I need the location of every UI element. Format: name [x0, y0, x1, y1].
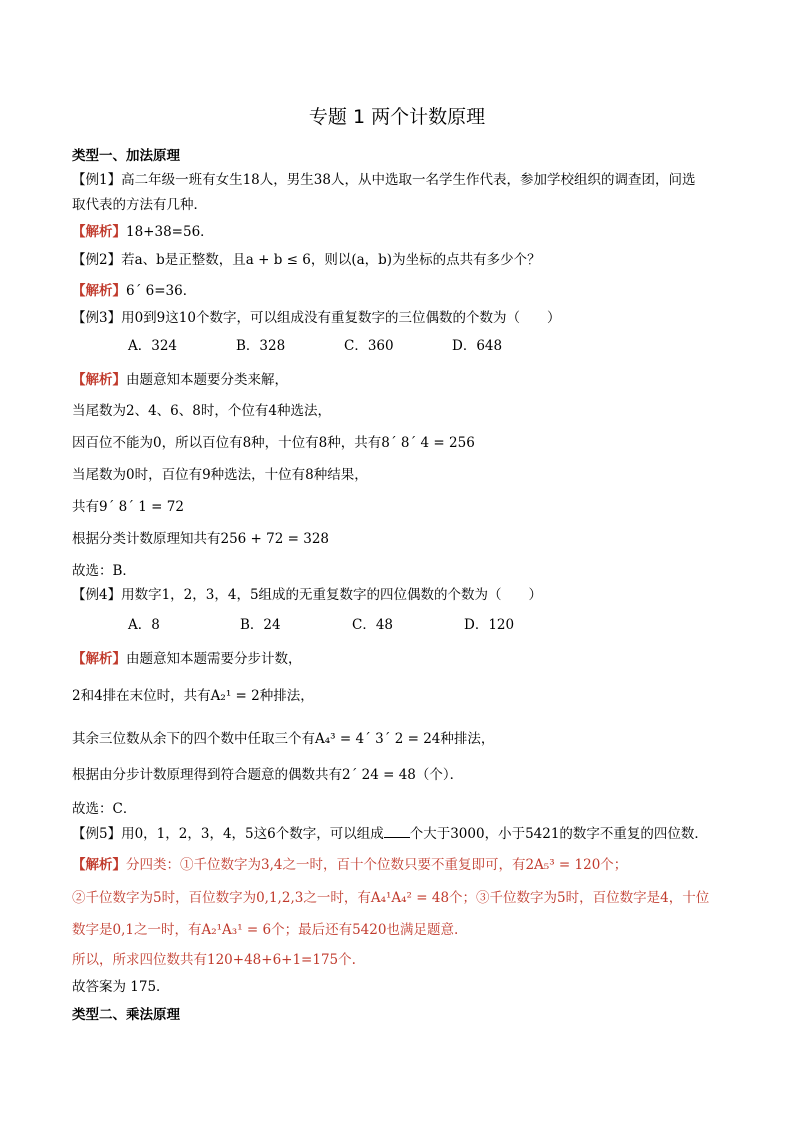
example-3-analysis-5: 共有9´ 8´ 1 = 72 [72, 499, 184, 515]
example-4-analysis-4: 根据由分步计数原理得到符合题意的偶数共有2´ 24 = 48（个）． [72, 767, 464, 783]
option-c: C．360 [344, 338, 394, 354]
section-heading-addition: 类型一、加法原理 [72, 148, 180, 164]
example-4-stem: 【例4】用数字1，2，3，4，5组成的无重复数字的四位偶数的个数为（ ） [72, 587, 543, 603]
example-5-stem [72, 824, 732, 844]
example-3-stem: 【例3】用0到9这10个数字，可以组成没有重复数字的三位偶数的个数为（ ） [72, 310, 561, 326]
example-5-analysis-3: 数字是0,1之一时，有A₂¹A₃¹ = 6个；最后还有5420也满足题意. [72, 922, 459, 938]
option-b: B．24 [240, 617, 281, 633]
analysis-text: 由题意知本题需要分步计数， [126, 651, 302, 667]
analysis-tag: 【解析】 [72, 372, 126, 388]
example-3-analysis-3: 因百位不能为0，所以百位有8种，十位有8种，共有8´ 8´ 4 = 256 [72, 435, 475, 451]
example-2-answer [72, 281, 732, 301]
example-3-analysis-6: 根据分类计数原理知共有256 + 72 = 328 [72, 531, 330, 547]
analysis-tag: 【解析】 [72, 283, 126, 299]
option-d: D．120 [464, 617, 515, 633]
analysis-tag: 【解析】 [72, 224, 126, 240]
example-4-analysis-3: 其余三位数从余下的四个数中任取三个有A₄³ = 4´ 3´ 2 = 24种排法， [72, 731, 495, 747]
option-a: A．8 [128, 617, 160, 633]
analysis-text: 分四类：①千位数字为3,4之一时，百十个位数只要不重复即可，有2A₅³ = 120个； [126, 857, 628, 873]
example-3-analysis-1 [72, 370, 732, 390]
example-3-analysis-4: 当尾数为0时，百位有9种选法，十位有8种结果， [72, 467, 368, 483]
example-1-answer-text: 18+38=56． [126, 224, 214, 240]
example-4-options [72, 615, 732, 635]
option-b: B．328 [236, 338, 286, 354]
example-5-stem-a: 【例5】用0，1，2，3，4，5这6个数字，可以组成 [72, 826, 384, 842]
example-5-analysis-1 [72, 855, 732, 875]
example-3-analysis-2: 当尾数为2、4、6、8时，个位有4种选法， [72, 403, 331, 419]
example-2-answer-text: 6´ 6=36． [126, 283, 197, 299]
option-a: A．324 [128, 338, 178, 354]
example-1-line-1: 【例1】高二年级一班有女生18人，男生38人，从中选取一名学生作代表，参加学校组织的调查团，问选 [72, 172, 696, 188]
example-5-conclusion: 故答案为 175． [72, 979, 170, 995]
example-4-analysis-2: 2和4排在末位时，共有A₂¹ = 2种排法， [72, 688, 314, 704]
example-5-analysis-2: ②千位数字为5时，百位数字为0,1,2,3之一时，有A₄¹A₄² = 48个；③千位数字为5时，百位数字是4，十位 [72, 890, 710, 906]
analysis-text: 由题意知本题要分类来解， [126, 372, 288, 388]
example-3-options [72, 336, 732, 356]
option-d: D．648 [452, 338, 503, 354]
example-4-conclusion: 故选：C． [72, 801, 137, 817]
example-3-conclusion: 故选：B． [72, 563, 136, 579]
section-heading-multiplication: 类型二、乘法原理 [72, 1007, 180, 1023]
example-1-line-2: 取代表的方法有几种． [72, 197, 207, 213]
analysis-tag: 【解析】 [72, 857, 126, 873]
analysis-tag: 【解析】 [72, 651, 126, 667]
example-5-stem-b: 个大于3000，小于5421的数字不重复的四位数． [409, 826, 708, 842]
example-1-answer [72, 222, 732, 242]
example-2-stem: 【例2】若a、b是正整数，且a + b ≤ 6，则以(a，b)为坐标的点共有多少个？ [72, 252, 541, 268]
answer-blank [384, 824, 410, 838]
page-title: 专题 1 两个计数原理 [308, 106, 486, 128]
example-4-analysis-1 [72, 649, 732, 669]
example-5-analysis-4: 所以，所求四位数共有120+48+6+1=175个. [72, 952, 356, 968]
option-c: C．48 [352, 617, 394, 633]
